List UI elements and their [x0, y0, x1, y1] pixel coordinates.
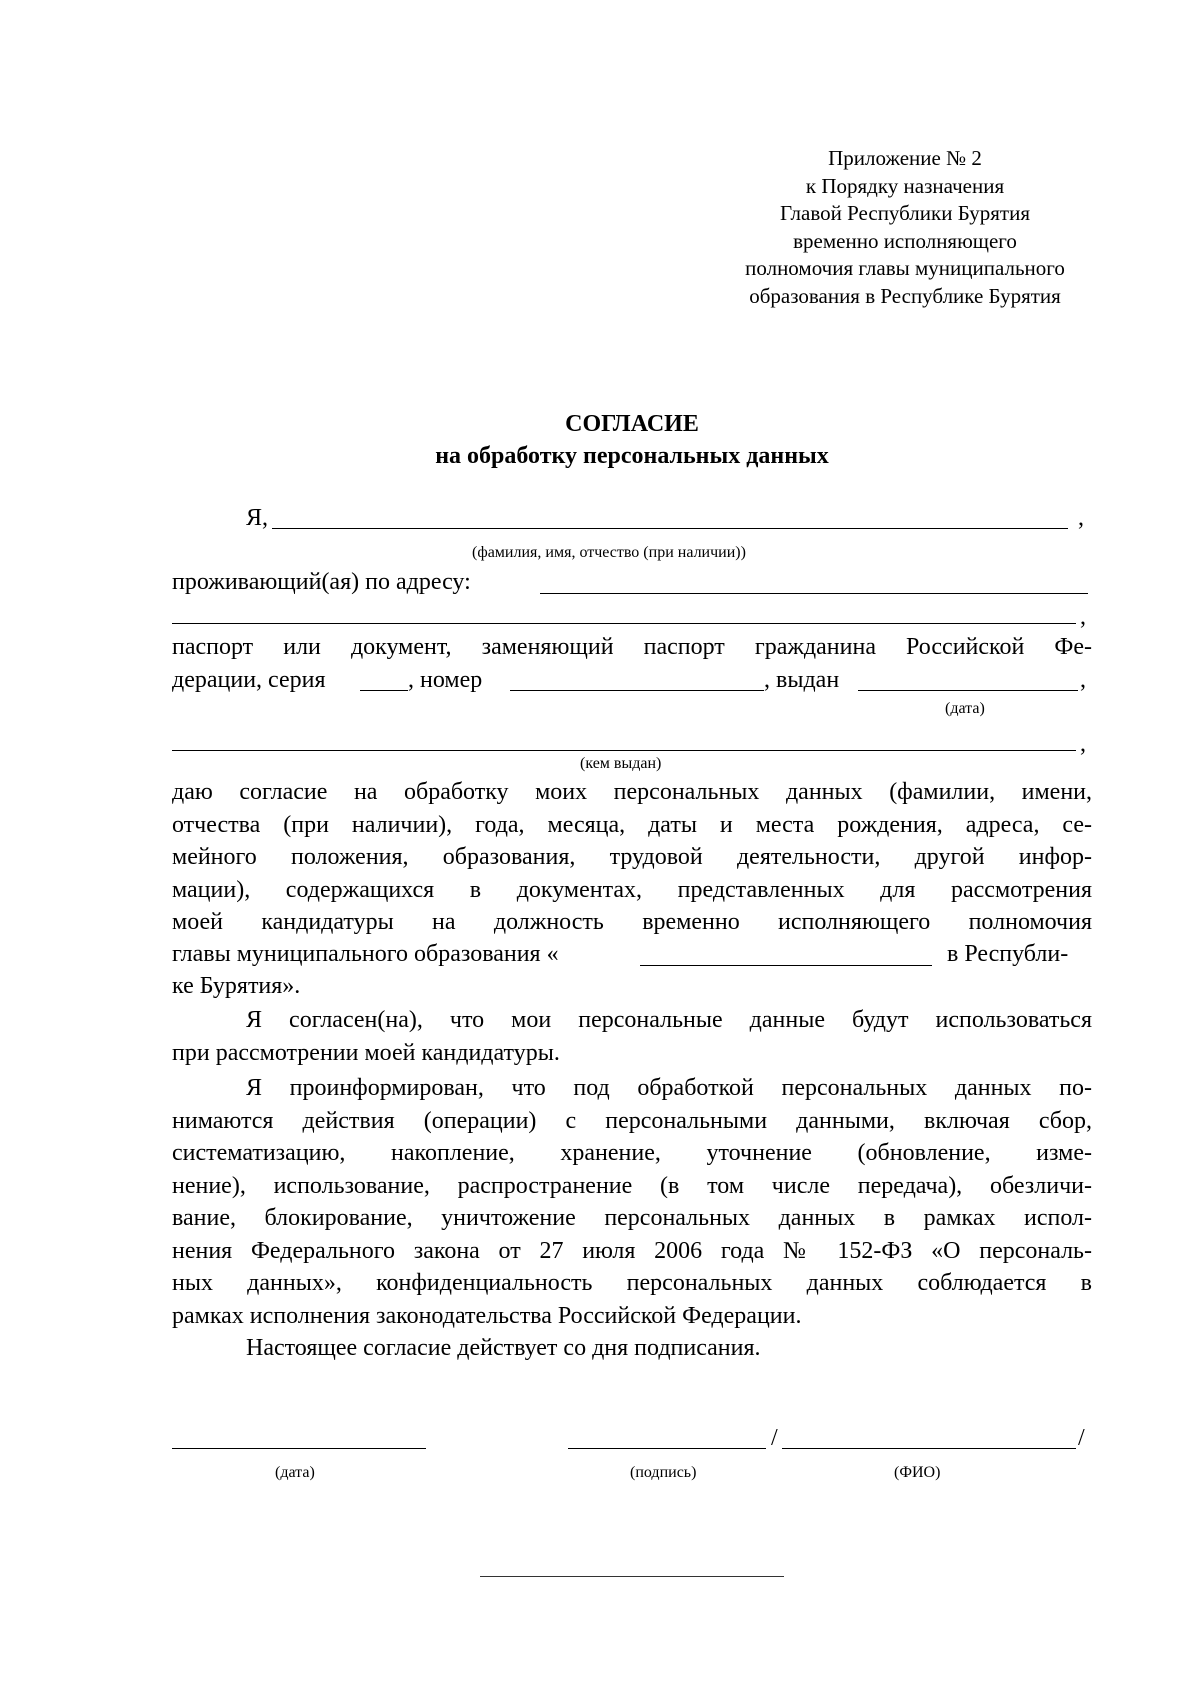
- passport-series-label: дерации, серия: [172, 667, 326, 693]
- informed-line: Я проинформирован, что под обработкой персональных данных по-: [246, 1075, 1092, 1101]
- informed-line: ных данных», конфиденциальность персональных данных соблюдается в: [172, 1270, 1092, 1296]
- municipal-end: ке Бурятия».: [172, 973, 301, 999]
- validity-text: Настоящее согласие действует со дня подписания.: [246, 1335, 761, 1361]
- signature-slash-end: /: [1078, 1425, 1085, 1451]
- agree-paragraph: [172, 1004, 1092, 1069]
- signature-fio-field[interactable]: [782, 1448, 1076, 1449]
- annex-line: полномочия главы муниципального: [745, 256, 1065, 280]
- signature-caption: (подпись): [630, 1464, 697, 1481]
- informed-line: нимаются действия (операции) с персональными данными, включая сбор,: [172, 1107, 1092, 1134]
- date-caption: (дата): [945, 700, 985, 717]
- consent-line: отчества (при наличии), года, месяца, даты и места рождения, адреса, се-: [172, 811, 1092, 838]
- consent-line: даю согласие на обработку моих персональных данных (фамилии, имени,: [172, 779, 1092, 805]
- passport-issued-label: , выдан: [764, 667, 840, 693]
- annex-line: к Порядку назначения: [805, 173, 1005, 198]
- signature-field[interactable]: [568, 1448, 766, 1449]
- passport-series-field[interactable]: [360, 690, 408, 691]
- issued-by-field-line[interactable]: [172, 750, 1076, 751]
- passport-number-label: , номер: [408, 667, 483, 693]
- title-main: СОГЛАСИЕ: [565, 411, 699, 437]
- agree-line: Я согласен(на), что мои персональные данные будут использоваться: [246, 1007, 1092, 1033]
- annex-header: [700, 145, 1110, 310]
- agree-line: при рассмотрении моей кандидатуры.: [172, 1039, 560, 1066]
- informed-line: нения Федерального закона от 27 июля 2006 года № 152-ФЗ «О персональ-: [172, 1237, 1092, 1264]
- fio-field-line[interactable]: [272, 528, 1068, 529]
- passport-number-field[interactable]: [510, 690, 764, 691]
- municipal-suffix: в Республи-: [947, 941, 1069, 967]
- address-label: проживающий(ая) по адресу:: [172, 569, 471, 595]
- fio-comma: ,: [1078, 505, 1084, 531]
- passport-comma: ,: [1080, 667, 1086, 693]
- signature-date-caption: (дата): [275, 1464, 315, 1481]
- annex-line: временно исполняющего: [793, 228, 1017, 253]
- fio-caption: (фамилия, имя, отчество (при наличии)): [472, 544, 746, 561]
- passport-line: паспорт или документ, заменяющий паспорт гражданина Российской Фе-: [172, 634, 1092, 660]
- address-field-line-2[interactable]: [172, 623, 1076, 624]
- consent-paragraph: [172, 776, 1092, 939]
- address-comma: ,: [1080, 604, 1086, 630]
- signature-fio-caption: (ФИО): [894, 1464, 941, 1481]
- signature-slash: /: [771, 1425, 778, 1451]
- consent-line: мейного положения, образования, трудовой деятельности, другой инфор-: [172, 844, 1092, 870]
- municipality-field-line[interactable]: [640, 965, 932, 966]
- consent-line: моей кандидатуры на должность временно исполняющего полномочия: [172, 909, 1092, 935]
- annex-line: Приложение № 2: [828, 146, 982, 170]
- document-title: [172, 408, 1092, 472]
- passport-date-field[interactable]: [858, 690, 1078, 691]
- consent-line: мации), содержащихся в документах, представленных для рассмотрения: [172, 876, 1092, 903]
- informed-line: систематизацию, накопление, хранение, уточнение (обновление, изме-: [172, 1140, 1092, 1166]
- i-prefix: Я,: [246, 505, 269, 531]
- issued-by-comma: ,: [1080, 731, 1086, 757]
- address-field-line[interactable]: [540, 593, 1088, 594]
- signature-date-field[interactable]: [172, 1448, 426, 1449]
- title-sub: на обработку персональных данных: [435, 443, 829, 469]
- municipal-prefix: главы муниципального образования «: [172, 941, 559, 967]
- bottom-divider: [480, 1576, 784, 1577]
- annex-line: Главой Республики Бурятия: [780, 201, 1030, 225]
- informed-line: нение), использование, распространение (в том числе передача), обезличи-: [172, 1172, 1092, 1199]
- informed-paragraph: [172, 1072, 1092, 1332]
- issued-by-caption: (кем выдан): [580, 755, 662, 772]
- informed-line: вание, блокирование, уничтожение персональных данных в рамках испол-: [172, 1205, 1092, 1231]
- informed-line: рамках исполнения законодательства Российской Федерации.: [172, 1302, 802, 1329]
- annex-line: образования в Республике Бурятия: [749, 283, 1061, 308]
